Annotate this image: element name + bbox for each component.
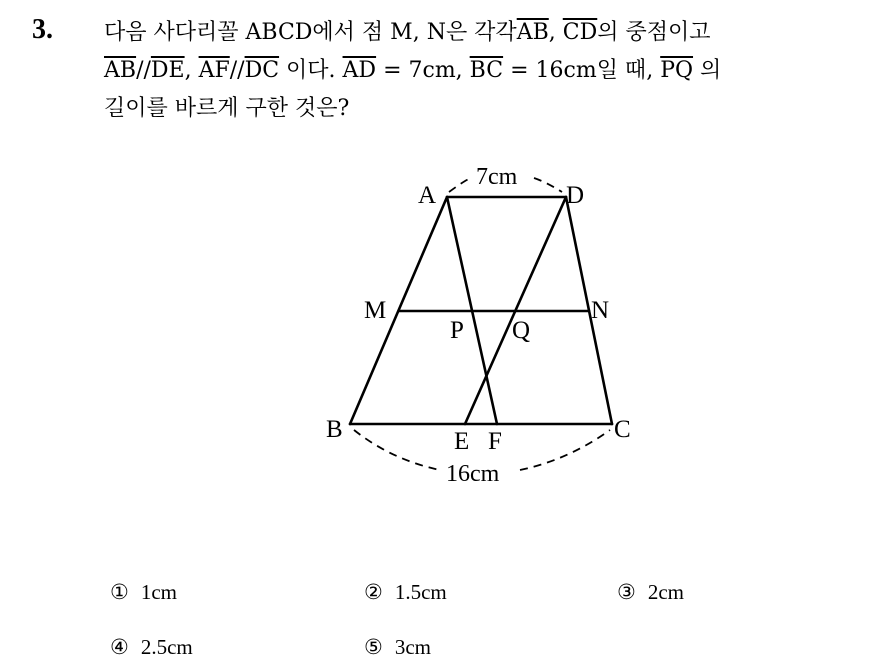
segment-dc: $\overline{DC}$ xyxy=(244,58,280,83)
choice-1-mark: ① xyxy=(110,580,129,604)
label-b: B xyxy=(326,416,343,443)
parallel-symbol: // xyxy=(229,58,245,83)
label-d: D xyxy=(566,182,585,209)
segment-pq: $\overline{PQ}$ xyxy=(660,58,694,83)
label-f: F xyxy=(488,428,502,455)
segment-cd: $\overline{CD}$ xyxy=(562,20,598,45)
bottom-dimension-arc xyxy=(354,430,440,470)
segment-bc: $\overline{BC}$ xyxy=(469,58,504,83)
separator: , xyxy=(184,58,199,83)
top-dimension-arc xyxy=(449,178,472,192)
label-p: P xyxy=(450,317,464,344)
choice-5[interactable] xyxy=(364,635,431,660)
label-m: M xyxy=(364,297,387,324)
segment-af: $\overline{AF}$ xyxy=(198,58,230,83)
question-line-2-end: 의 xyxy=(693,58,722,83)
label-n: N xyxy=(591,297,610,324)
choice-4[interactable] xyxy=(110,635,193,660)
choice-1-text: 1cm xyxy=(140,580,177,604)
top-length-label: 7cm xyxy=(476,164,518,190)
bc-length-text: = 16cm일 때, xyxy=(503,58,661,83)
separator: , xyxy=(548,20,563,45)
segment-ad: $\overline{AD}$ xyxy=(342,58,377,83)
choice-2-text: 1.5cm xyxy=(394,580,447,604)
choice-3-mark: ③ xyxy=(617,580,636,604)
bottom-dimension-arc xyxy=(520,430,610,470)
segment-ab: $\overline{AB}$ xyxy=(516,20,549,45)
top-dimension-arc xyxy=(534,178,562,192)
bottom-length-label: 16cm xyxy=(446,461,500,487)
question-connector: 이다. xyxy=(279,58,343,83)
ad-length-text: = 7cm, xyxy=(376,58,470,83)
segment-de: $\overline{DE}$ xyxy=(150,58,185,83)
choice-5-mark: ⑤ xyxy=(364,635,383,659)
label-q: Q xyxy=(512,317,531,344)
question-line-1-end: 의 중점이고 xyxy=(597,20,711,45)
choice-1[interactable] xyxy=(110,580,177,605)
label-c: C xyxy=(614,416,631,443)
segment-ab: $\overline{AB}$ xyxy=(104,58,137,83)
choice-4-mark: ④ xyxy=(110,635,129,659)
parallel-symbol: // xyxy=(136,58,151,83)
choice-2[interactable] xyxy=(364,580,447,605)
label-e: E xyxy=(454,428,470,455)
choice-5-text: 3cm xyxy=(394,635,431,659)
choice-2-mark: ② xyxy=(364,580,383,604)
choice-3-text: 2cm xyxy=(647,580,684,604)
question-number: 3. xyxy=(32,14,53,45)
question-line-3: 길이를 바르게 구한 것은? xyxy=(104,96,350,121)
choice-4-text: 2.5cm xyxy=(140,635,193,659)
question-line-1-text: 다음 사다리꼴 ABCD에서 점 M, N은 각각 xyxy=(104,20,517,45)
label-a: A xyxy=(418,182,437,209)
choice-3[interactable] xyxy=(617,580,684,605)
